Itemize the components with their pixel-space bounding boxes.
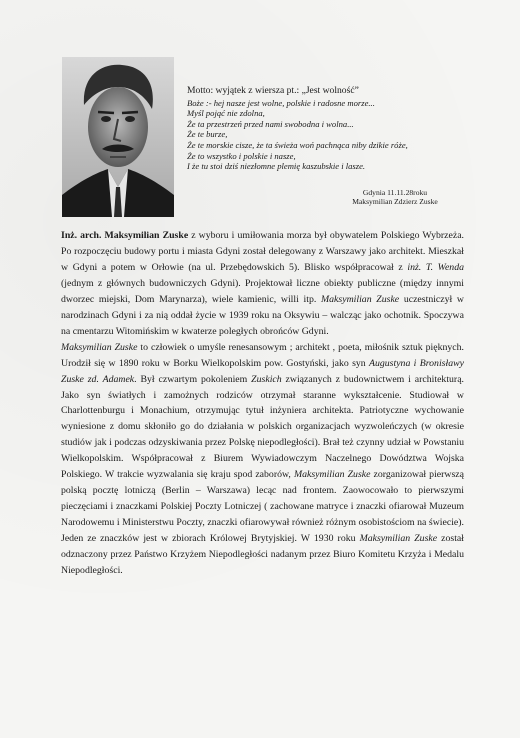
motto-title: Motto: wyjątek z wiersza pt.: „Jest wolność” bbox=[187, 85, 359, 96]
motto-line: Że te burze, bbox=[187, 129, 228, 140]
emphasized-name: inż. T. Wenda bbox=[407, 261, 464, 273]
emphasized-name: Maksymilian Zuske bbox=[293, 469, 371, 481]
motto-block bbox=[187, 86, 437, 172]
motto-line: Że ta przestrzeń przed nami swobodna i wolna... bbox=[187, 118, 354, 129]
biography-text bbox=[61, 228, 464, 579]
text-run: związanych z budownictwem i architekturą. Jako syn światłych i zamożnych rodziców otrzymał staranne wykształcenie. Studiował w Charlottenburgu i Monachium, otrzymując tytuł inżyniera architekta. Patriotyczne wychowanie wyniesione z domu skłoniło go do działania w polskich organizacjach wyzwoleńczych (w okresie studiów jak i podczas odzyskiwania przez Polskę niepodległości). Brał też czynny udział w Powstaniu Wielkopolskim. Współpracował z Biurem Wywiadowczym Naczelnego Dowództwa Wojska Polskiego. W trakcie wyzwalania się kraju spod zaborów, bbox=[61, 373, 464, 481]
subject-name-bold: Inż. arch. Maksymilian Zuske bbox=[61, 230, 189, 241]
emphasized-name: Augustyna i Bronisławy Zuske zd. Adamek bbox=[61, 357, 464, 385]
text-run: został odznaczony przez Państwo Krzyżem Niepodległości nadanym przez Biuro Komitetu Krzyża i Medalu Niepodległości. bbox=[61, 533, 464, 577]
emphasized-name: Maksymilian Zuske bbox=[359, 533, 438, 545]
text-run: to człowiek o umyśle renesansowym ; architekt , poeta, miłośnik sztuk pięknych. Urodził się w 1890 roku w Borku Wielkopolskim pow. Gostyński, jako syn bbox=[61, 341, 465, 369]
motto-line: Boże :- hej nasze jest wolne, polskie i radosne morze... bbox=[187, 97, 375, 108]
biography-paragraph-1 bbox=[61, 228, 464, 340]
emphasized-name: Maksymilian Zuske bbox=[321, 293, 400, 305]
motto-line: I że tu stoi dziś niezłomne plemię kaszubskie i lasze. bbox=[187, 161, 366, 172]
motto-line: Myśl pojąć nie zdolna, bbox=[187, 108, 265, 119]
text-run: (jednym z głównych budowniczych Gdyni). Projektował liczne obiekty publiczne (między innymi dworzec miejski, Dom Marynarza), wiele kamienic, willi itp. bbox=[61, 277, 464, 305]
motto-line: Że to wszystko i polskie i nasze, bbox=[187, 150, 296, 161]
motto-signature bbox=[325, 188, 465, 206]
text-run: zorganizował pierwszą polską pocztę lotniczą (Berlin – Warszawa) lecąc nad frontem. Zaowocowało to pierwszymi pieczęciami i znaczkami Polskiej Poczty Lotniczej ( zachowane matryce i znaczki ofiarował Muzeum Narodowemu i Ministerstwu Poczty, znaczki ofiarowywał również różnym osobistościom na świecie). Jeden ze znaczków jest w zbiorach Królowej Brytyjskiej. W 1930 roku bbox=[61, 469, 464, 545]
emphasized-name: Zusk bbox=[251, 373, 270, 385]
signature-author: Maksymilian Zdzierz Zuske bbox=[352, 197, 438, 206]
signature-place-date: Gdynia 11.11.28roku bbox=[362, 188, 428, 197]
portrait-image bbox=[62, 57, 174, 217]
text-run: . Był czwartym pokoleniem bbox=[134, 373, 252, 385]
text-run: z wyboru i umiłowania morza był obywatelem Polskiego Wybrzeża. Po rozpoczęciu budowy portu i miasta Gdyni został delegowany z Warszawy jako architekt. Mieszkał w Gdyni a potem w Orłowie (na ul. Przebędowskich 5). Blisko współpracował z bbox=[61, 230, 464, 273]
motto-line: Że te morskie cisze, że ta świeża woń pachnąca niby dzikie róże, bbox=[187, 139, 408, 150]
emphasized-name-suffix: ich bbox=[269, 373, 282, 385]
portrait-photo bbox=[62, 57, 174, 217]
biography-paragraph-2 bbox=[61, 340, 464, 579]
emphasized-name: Maksymilian Zuske bbox=[61, 341, 138, 353]
text-run: uczestniczył w narodzinach Gdyni i za nią oddał życie w 1939 roku na Oksywiu – walcząc jako ochotnik. Spoczywa na cmentarzu Witomińskim w kwaterze poległych obrońców Gdyni. bbox=[61, 293, 465, 337]
